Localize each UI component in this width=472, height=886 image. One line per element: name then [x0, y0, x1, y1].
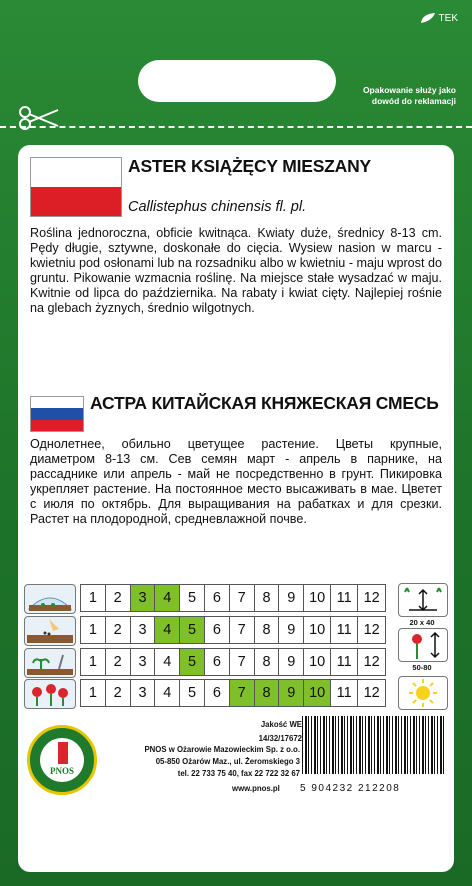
month-cell: 12 — [363, 685, 380, 701]
month-cell: 8 — [255, 680, 280, 706]
month-cell: 7 — [230, 680, 255, 706]
direct-sowing-icon — [24, 616, 76, 646]
russian-description: Однолетнее, обильно цветущее растение. Цветы крупные, диаметром 8-13 см. Сев семян март - апрель в парнике, на рассаднике или апрель - май не посредственно в грунт. Пикировка укрепляет растение. На постоянное место высаживать в мае. Цветет с июля по октябрь. Для выращивания на рабатках и для срезки. Растет на плодородной, средневлажной почве. — [30, 437, 442, 526]
month-grid — [80, 679, 386, 707]
month-cell: 2 — [106, 680, 131, 706]
month-cell: 10 — [304, 680, 331, 706]
month-cell: 3 — [131, 680, 156, 706]
month-cell: 3 — [131, 585, 156, 611]
company-info — [112, 744, 300, 780]
latin-name: Callistephus chinensis fl. pl. — [128, 199, 307, 215]
company-phone: tel. 22 733 75 40, fax 22 722 32 67 — [177, 769, 300, 778]
leaf-logo-icon — [420, 12, 436, 24]
barcode — [302, 716, 444, 774]
month-cell: 5 — [180, 680, 205, 706]
month-cell: 11 — [331, 585, 358, 611]
pnos-logo — [27, 725, 97, 795]
month-cell: 12 — [363, 590, 380, 606]
company-address: 05-850 Ożarów Maz., ul. Żeromskiego 3 — [155, 757, 300, 766]
month-cell: 7 — [230, 617, 255, 643]
month-cell: 3 — [131, 649, 156, 675]
month-cell: 4 — [155, 680, 180, 706]
month-cell: 5 — [180, 617, 205, 643]
month-cell: 2 — [106, 617, 131, 643]
month-cell: 1 — [81, 617, 106, 643]
russian-title: АСТРА КИТАЙСКАЯ КНЯЖЕСКАЯ СМЕСЬ — [90, 393, 439, 413]
month-cell: 4 — [155, 617, 180, 643]
month-cell: 9 — [279, 585, 304, 611]
website: www.pnos.pl — [232, 784, 280, 793]
brand-text: TEK — [438, 12, 458, 24]
flowering-icon — [24, 679, 76, 709]
cut-line — [0, 126, 472, 128]
month-cell: 9 — [279, 649, 304, 675]
planting-out-icon — [24, 648, 76, 678]
month-cell: 12 — [363, 654, 380, 670]
month-cell: 6 — [205, 617, 230, 643]
month-cell: 6 — [205, 585, 230, 611]
spacing-label: 20 x 40 — [409, 618, 435, 627]
height-label: 50-80 — [412, 663, 432, 672]
polish-flag-icon — [30, 157, 122, 217]
month-cell: 9 — [279, 617, 304, 643]
month-cell: 10 — [304, 649, 331, 675]
month-cell: 5 — [180, 649, 205, 675]
month-cell: 11 — [331, 617, 358, 643]
proof-note: Opakowanie służy jako dowód do reklamacji — [362, 85, 456, 106]
svg-text:PNOS: PNOS — [49, 766, 75, 776]
plant-height-icon — [398, 628, 448, 662]
month-grid — [80, 648, 386, 676]
month-cell: 1 — [81, 585, 106, 611]
month-cell: 5 — [180, 585, 205, 611]
hanger-hole — [138, 60, 336, 102]
month-cell: 8 — [255, 617, 280, 643]
month-cell: 2 — [106, 585, 131, 611]
month-cell: 2 — [106, 649, 131, 675]
brand-mark — [420, 12, 458, 24]
month-cell: 6 — [205, 649, 230, 675]
month-grid — [80, 616, 386, 644]
greenhouse-sowing-icon — [24, 584, 76, 614]
company-name: PNOS w Ożarowie Mazowieckim Sp. z o.o. — [144, 745, 300, 754]
month-cell: 1 — [81, 649, 106, 675]
month-cell: 1 — [81, 680, 106, 706]
month-cell: 3 — [131, 617, 156, 643]
month-cell: 9 — [279, 680, 304, 706]
barcode-number: 5 904232 212208 — [300, 783, 401, 794]
month-cell: 4 — [155, 649, 180, 675]
spacing-icon — [398, 583, 448, 617]
full-sun-icon — [398, 676, 448, 710]
quality-label: Jakość WE — [260, 720, 302, 729]
month-cell: 11 — [331, 649, 358, 675]
month-cell: 10 — [304, 585, 331, 611]
polish-description: Roślina jednoroczna, obficie kwitnąca. Kwiaty duże, średnicy 8-13 cm. Pędy długie, sztywne, doskonałe do cięcia. Wysiew nasion w marcu - kwietniu pod osłonami lub na rozsadniku albo w kwietniu - maju wprost do gruntu. Pikowanie wzmacnia roślinę. Na miejsce stałe wysadzać w maju. Kwitnie od lipca do października. Na rabaty i kwiat cięty. Najlepiej rośnie na glebach żyznych, średnio wilgotnych. — [30, 226, 442, 315]
polish-title: ASTER KSIĄŻĘCY MIESZANY — [128, 156, 372, 176]
month-cell: 12 — [363, 622, 380, 638]
quality-info — [259, 718, 302, 746]
month-cell: 6 — [205, 680, 230, 706]
month-cell: 11 — [331, 680, 358, 706]
month-cell: 10 — [304, 617, 331, 643]
russian-flag-icon — [30, 396, 84, 432]
month-grid — [80, 584, 386, 612]
quality-code: 14/32/17672 — [258, 734, 302, 743]
month-cell: 8 — [255, 649, 280, 675]
month-cell: 8 — [255, 585, 280, 611]
month-cell: 7 — [230, 585, 255, 611]
month-cell: 4 — [155, 585, 180, 611]
month-cell: 7 — [230, 649, 255, 675]
scissors-icon — [18, 106, 62, 135]
